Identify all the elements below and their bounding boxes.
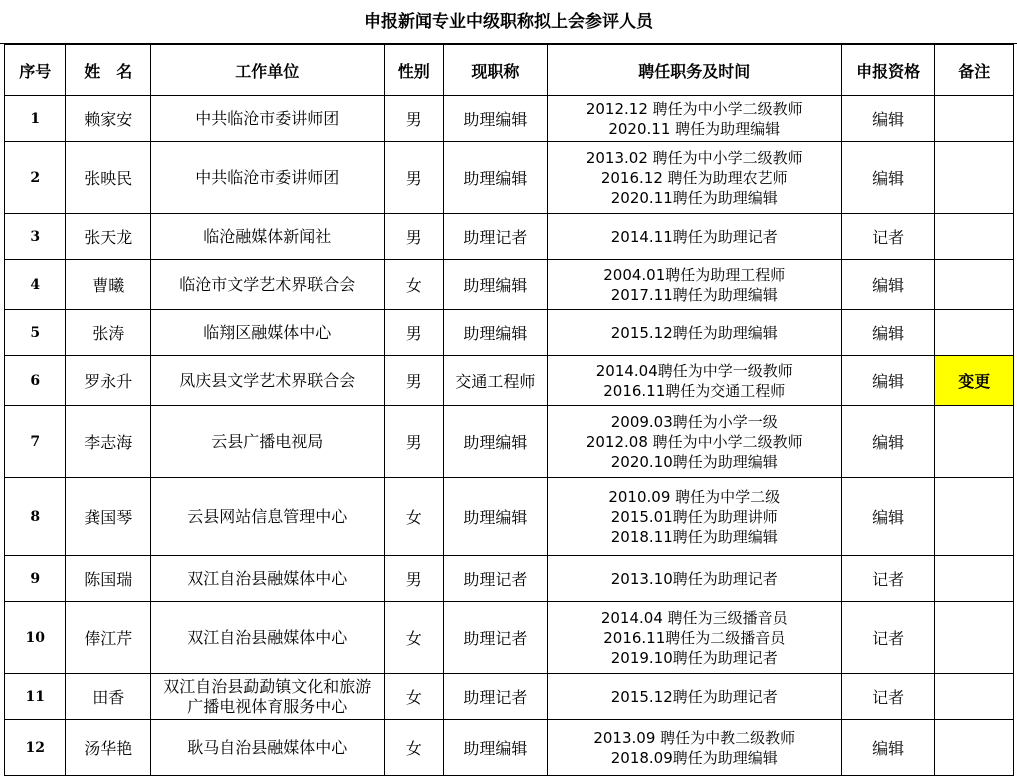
- cell-gender[interactable]: 男: [384, 310, 443, 356]
- cell-name[interactable]: 曹曦: [66, 260, 151, 310]
- cell-gender[interactable]: 女: [384, 260, 443, 310]
- record-line: 2013.10聘任为助理记者: [610, 569, 778, 588]
- cell-unit[interactable]: [151, 556, 385, 602]
- cell-no[interactable]: 9: [5, 556, 66, 602]
- cell-current-title[interactable]: 助理编辑: [444, 478, 548, 556]
- cell-gender[interactable]: 男: [384, 356, 443, 406]
- cell-record[interactable]: [547, 260, 841, 310]
- table-body: [5, 96, 1014, 776]
- cell-current-title[interactable]: 助理记者: [444, 602, 548, 674]
- cell-qualification[interactable]: 编辑: [841, 142, 935, 214]
- record-line: 2020.11聘任为助理编辑: [610, 188, 778, 207]
- cell-qualification[interactable]: 编辑: [841, 260, 935, 310]
- record-line: 2014.04聘任为中学一级教师: [595, 361, 793, 380]
- record-line: 2012.12 聘任为中小学二级教师: [585, 99, 803, 118]
- cell-name[interactable]: 张涛: [66, 310, 151, 356]
- table-row: [5, 406, 1014, 478]
- cell-no[interactable]: 3: [5, 214, 66, 260]
- cell-no[interactable]: 10: [5, 602, 66, 674]
- cell-current-title[interactable]: 交通工程师: [444, 356, 548, 406]
- cell-current-title[interactable]: 助理编辑: [444, 406, 548, 478]
- table-row: [5, 674, 1014, 720]
- record-line: 2009.03聘任为小学一级: [610, 412, 778, 431]
- record-line: 2020.11 聘任为助理编辑: [608, 119, 781, 138]
- cell-name[interactable]: 赖家安: [66, 96, 151, 142]
- header-cell-gender[interactable]: 性别: [384, 45, 443, 96]
- cell-name[interactable]: 罗永升: [66, 356, 151, 406]
- record-line: 2016.12 聘任为助理农艺师: [600, 168, 788, 187]
- cell-qualification[interactable]: 编辑: [841, 310, 935, 356]
- cell-qualification[interactable]: 编辑: [841, 406, 935, 478]
- table-row: [5, 142, 1014, 214]
- table-row: [5, 214, 1014, 260]
- cell-no[interactable]: 5: [5, 310, 66, 356]
- cell-gender[interactable]: 男: [384, 556, 443, 602]
- record-line: 2016.11聘任为二级播音员: [603, 628, 786, 647]
- cell-qualification[interactable]: 编辑: [841, 720, 935, 776]
- record-line: 2012.08 聘任为中小学二级教师: [585, 432, 803, 451]
- record-line: 2014.04 聘任为三级播音员: [600, 608, 788, 627]
- cell-qualification[interactable]: 记者: [841, 674, 935, 720]
- unit-line: 双江自治县勐勐镇文化和旅游: [163, 676, 372, 696]
- record-line: 2015.01聘任为助理讲师: [610, 507, 778, 526]
- header-cell-record[interactable]: 聘任职务及时间: [547, 45, 841, 96]
- table-row: [5, 556, 1014, 602]
- record-line: 2013.02 聘任为中小学二级教师: [585, 148, 803, 167]
- cell-record[interactable]: [547, 478, 841, 556]
- unit-line: 临沧融媒体新闻社: [203, 226, 332, 246]
- cell-current-title[interactable]: 助理记者: [444, 214, 548, 260]
- cell-unit[interactable]: [151, 406, 385, 478]
- cell-current-title[interactable]: 助理记者: [444, 556, 548, 602]
- cell-remark[interactable]: 变更: [935, 356, 1014, 406]
- cell-current-title[interactable]: 助理编辑: [444, 96, 548, 142]
- cell-unit[interactable]: [151, 478, 385, 556]
- record-line: 2018.11聘任为助理编辑: [610, 527, 778, 546]
- cell-record[interactable]: [547, 214, 841, 260]
- unit-line: 临沧市文学艺术界联合会: [179, 274, 356, 294]
- unit-line: 云县广播电视局: [211, 431, 324, 451]
- header-cell-no[interactable]: 序号: [5, 45, 66, 96]
- cell-no[interactable]: 6: [5, 356, 66, 406]
- header-cell-name[interactable]: 姓 名: [66, 45, 151, 96]
- cell-name[interactable]: 陈国瑞: [66, 556, 151, 602]
- cell-remark[interactable]: [935, 478, 1014, 556]
- cell-name[interactable]: 田香: [66, 674, 151, 720]
- cell-no[interactable]: 12: [5, 720, 66, 776]
- cell-gender[interactable]: 女: [384, 720, 443, 776]
- cell-qualification[interactable]: 记者: [841, 214, 935, 260]
- header-cell-qualification[interactable]: 申报资格: [841, 45, 935, 96]
- cell-current-title[interactable]: 助理记者: [444, 674, 548, 720]
- cell-remark[interactable]: [935, 602, 1014, 674]
- cell-gender[interactable]: 男: [384, 142, 443, 214]
- cell-gender[interactable]: 女: [384, 674, 443, 720]
- cell-record[interactable]: [547, 556, 841, 602]
- cell-qualification[interactable]: 编辑: [841, 478, 935, 556]
- cell-remark[interactable]: [935, 406, 1014, 478]
- cell-gender[interactable]: 女: [384, 602, 443, 674]
- cell-record[interactable]: [547, 356, 841, 406]
- cell-qualification[interactable]: 编辑: [841, 96, 935, 142]
- cell-remark[interactable]: [935, 310, 1014, 356]
- cell-remark[interactable]: [935, 720, 1014, 776]
- cell-record[interactable]: [547, 96, 841, 142]
- cell-current-title[interactable]: 助理编辑: [444, 720, 548, 776]
- record-line: 2016.11聘任为交通工程师: [603, 381, 786, 400]
- unit-line: 双江自治县融媒体中心: [187, 627, 348, 647]
- unit-line: 广播电视体育服务中心: [187, 696, 348, 716]
- cell-unit[interactable]: [151, 602, 385, 674]
- table-row: [5, 260, 1014, 310]
- header-cell-remark[interactable]: 备注: [935, 45, 1014, 96]
- cell-unit[interactable]: [151, 356, 385, 406]
- table-row: [5, 96, 1014, 142]
- cell-current-title[interactable]: 助理编辑: [444, 310, 548, 356]
- cell-record[interactable]: [547, 674, 841, 720]
- record-line: 2017.11聘任为助理编辑: [610, 285, 778, 304]
- record-line: 2010.09 聘任为中学二级: [608, 487, 781, 506]
- cell-record[interactable]: [547, 142, 841, 214]
- cell-qualification[interactable]: 记者: [841, 556, 935, 602]
- cell-remark[interactable]: [935, 214, 1014, 260]
- cell-unit[interactable]: [151, 720, 385, 776]
- sheet-title: 申报新闻专业中级职称拟上会参评人员: [0, 0, 1017, 44]
- record-line: 2013.09 聘任为中教二级教师: [593, 728, 796, 747]
- cell-qualification[interactable]: 编辑: [841, 356, 935, 406]
- cell-record[interactable]: [547, 602, 841, 674]
- cell-no[interactable]: 11: [5, 674, 66, 720]
- record-line: 2015.12聘任为助理编辑: [610, 323, 778, 342]
- cell-unit[interactable]: [151, 674, 385, 720]
- header-cell-unit[interactable]: 工作单位: [151, 45, 385, 96]
- cell-unit[interactable]: [151, 260, 385, 310]
- cell-remark[interactable]: [935, 142, 1014, 214]
- cell-qualification[interactable]: 记者: [841, 602, 935, 674]
- table-row: [5, 356, 1014, 406]
- record-line: 2020.10聘任为助理编辑: [610, 452, 778, 471]
- cell-name[interactable]: 李志海: [66, 406, 151, 478]
- unit-line: 耿马自治县融媒体中心: [187, 737, 348, 757]
- cell-no[interactable]: 7: [5, 406, 66, 478]
- cell-no[interactable]: 8: [5, 478, 66, 556]
- unit-line: 云县网站信息管理中心: [187, 506, 348, 526]
- cell-record[interactable]: [547, 406, 841, 478]
- cell-current-title[interactable]: 助理编辑: [444, 142, 548, 214]
- cell-record[interactable]: [547, 310, 841, 356]
- unit-line: 临翔区融媒体中心: [203, 322, 332, 342]
- table-row: [5, 478, 1014, 556]
- cell-name[interactable]: 汤华艳: [66, 720, 151, 776]
- table-row: [5, 720, 1014, 776]
- cell-current-title[interactable]: 助理编辑: [444, 260, 548, 310]
- cell-no[interactable]: 1: [5, 96, 66, 142]
- table-row: [5, 310, 1014, 356]
- table-row: [5, 602, 1014, 674]
- cell-remark[interactable]: [935, 556, 1014, 602]
- cell-name[interactable]: 俸江芹: [66, 602, 151, 674]
- record-line: 2014.11聘任为助理记者: [610, 227, 778, 246]
- cell-remark[interactable]: [935, 96, 1014, 142]
- unit-line: 中共临沧市委讲师团: [195, 167, 340, 187]
- cell-unit[interactable]: [151, 214, 385, 260]
- cell-name[interactable]: 张映民: [66, 142, 151, 214]
- applicant-table: [4, 44, 1014, 776]
- record-line: 2015.12聘任为助理记者: [610, 687, 778, 706]
- header-row: [5, 45, 1014, 96]
- record-line: 2004.01聘任为助理工程师: [603, 265, 786, 284]
- unit-line: 双江自治县融媒体中心: [187, 568, 348, 588]
- cell-record[interactable]: [547, 720, 841, 776]
- cell-unit[interactable]: [151, 96, 385, 142]
- unit-line: 凤庆县文学艺术界联合会: [179, 370, 356, 390]
- cell-gender[interactable]: 男: [384, 96, 443, 142]
- cell-no[interactable]: 2: [5, 142, 66, 214]
- cell-name[interactable]: 张天龙: [66, 214, 151, 260]
- record-line: 2019.10聘任为助理记者: [610, 648, 778, 667]
- cell-remark[interactable]: [935, 674, 1014, 720]
- cell-remark[interactable]: [935, 260, 1014, 310]
- header-cell-title[interactable]: 现职称: [444, 45, 548, 96]
- unit-line: 中共临沧市委讲师团: [195, 108, 340, 128]
- cell-no[interactable]: 4: [5, 260, 66, 310]
- record-line: 2018.09聘任为助理编辑: [610, 748, 778, 767]
- cell-gender[interactable]: 男: [384, 214, 443, 260]
- cell-unit[interactable]: [151, 142, 385, 214]
- cell-gender[interactable]: 男: [384, 406, 443, 478]
- cell-name[interactable]: 龚国琴: [66, 478, 151, 556]
- cell-gender[interactable]: 女: [384, 478, 443, 556]
- cell-unit[interactable]: [151, 310, 385, 356]
